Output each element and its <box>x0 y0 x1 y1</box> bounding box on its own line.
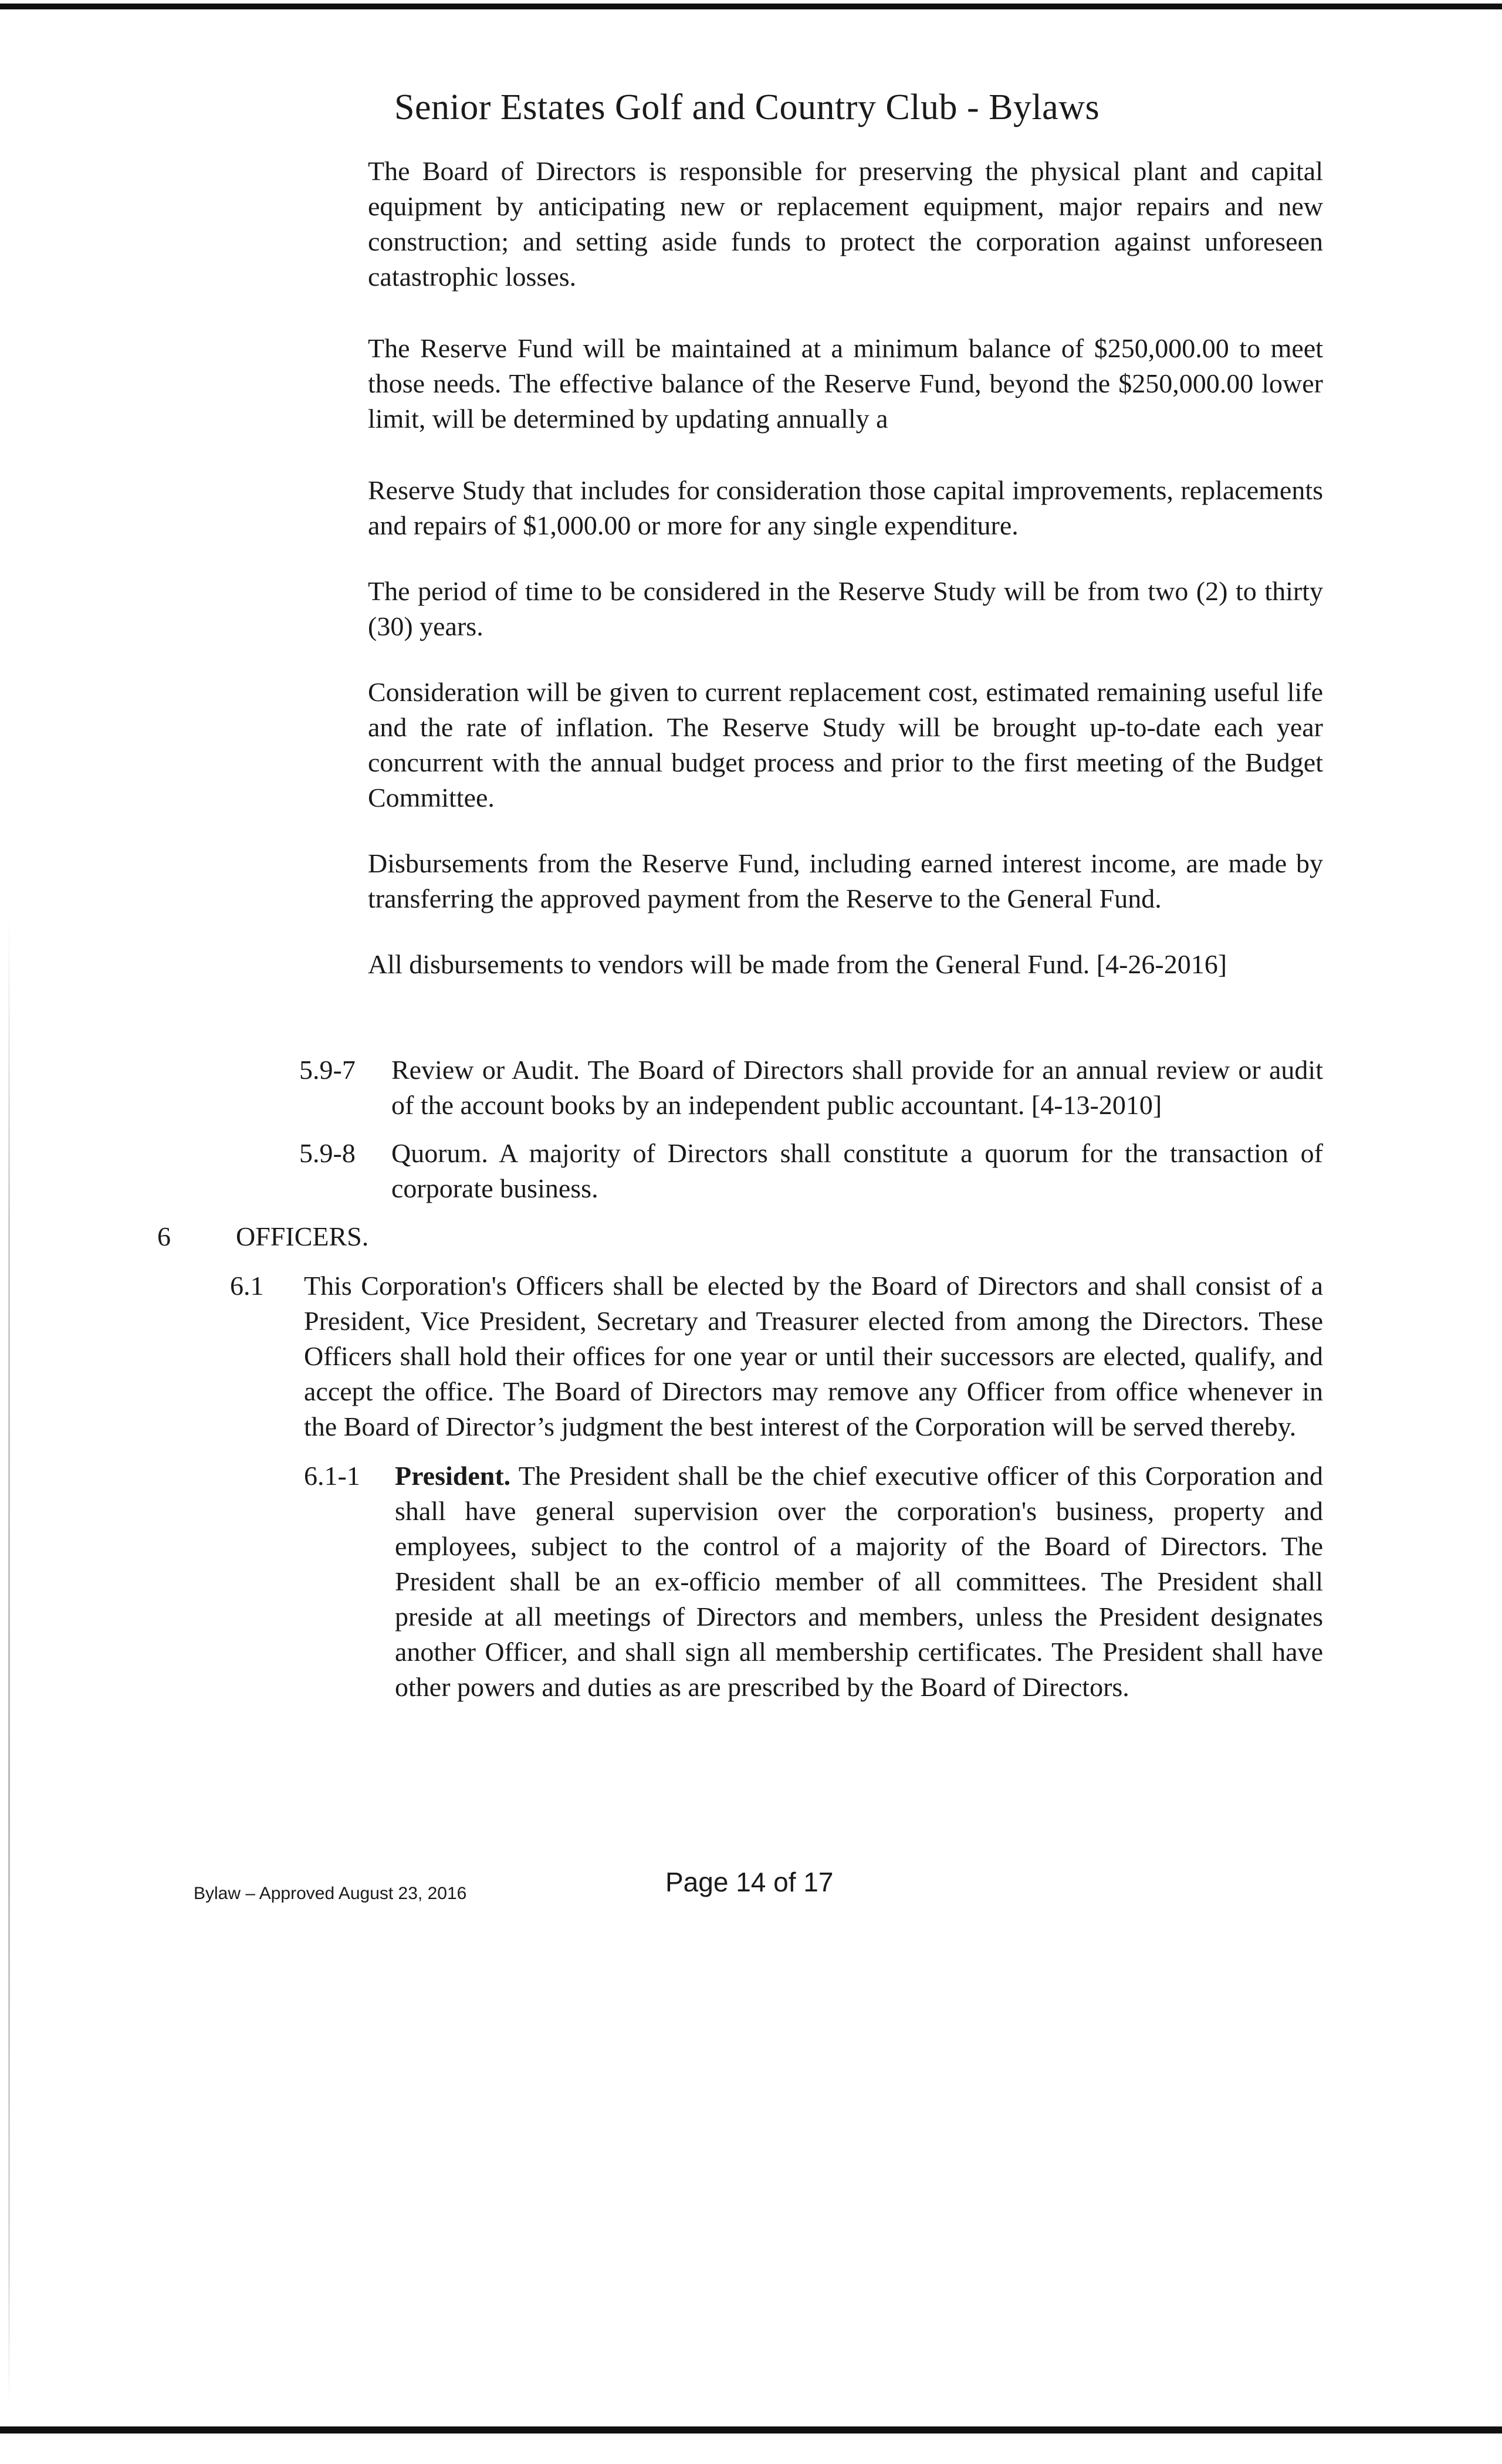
clause-5-9-7 <box>299 1052 1323 1123</box>
clause-body: The President shall be the chief executive officer of this Corporation and shall have general supervision over the corporation's business, property and employees, subject to the control of a majority of the Board of Directors. The President shall be an ex-officio member of all committees. The President shall preside at all meetings of Directors and members, unless the President designates another Officer, and shall sign all membership certificates. The President shall have other powers and duties as are prescribed by the Board of Directors. <box>395 1461 1323 1702</box>
footer-approval-note: Bylaw – Approved August 23, 2016 <box>194 1884 467 1903</box>
section-6-heading <box>157 1219 1502 1254</box>
clause-heading: President. <box>395 1461 511 1491</box>
reserve-paragraph-6: Disbursements from the Reserve Fund, including earned interest income, are made by transferring the approved payment from the Reserve to the General Fund. <box>368 848 1323 913</box>
clause-6-1-1 <box>304 1458 1323 1705</box>
document-title: Senior Estates Golf and Country Club - Bylaws <box>394 87 1100 127</box>
reserve-paragraph-7: All disbursements to vendors will be made from the General Fund. [4-26-2016] <box>368 949 1227 979</box>
clause-text: This Corporation's Officers shall be elected by the Board of Directors and shall consist of a President, Vice President, Secretary and Treasurer elected from among the Directors. These Officers shall hold their offices for one year or until their successors are elected, qualify, and accept the office. The Board of Directors may remove any Officer from office whenever in the Board of Director’s judgment the best interest of the Corporation will be served thereby. <box>304 1271 1323 1441</box>
reserve-paragraph-1: The Board of Directors is responsible for preserving the physical plant and capital equipment by anticipating new or replacement equipment, major repairs and new construction; and setting aside funds to protect the corporation against unforeseen catastrophic losses. <box>368 156 1323 292</box>
clause-text: Quorum. A majority of Directors shall constitute a quorum for the transaction of corporate business. <box>391 1138 1323 1203</box>
clause-number: 6.1-1 <box>304 1461 360 1491</box>
clause-number: 5.9-7 <box>299 1055 356 1085</box>
top-border-rule <box>0 4 1502 9</box>
reserve-paragraph-5: Consideration will be given to current replacement cost, estimated remaining useful life and the rate of inflation. The Reserve Study will be brought up-to-date each year concurrent with the annual budget process and prior to the first meeting of the Budget Committee. <box>368 677 1323 813</box>
clause-text <box>395 1458 1323 1705</box>
document-body <box>0 154 1502 1705</box>
clause-5-9-8 <box>299 1136 1323 1206</box>
clause-number: 6.1 <box>230 1271 264 1301</box>
reserve-paragraph-2: The Reserve Fund will be maintained at a minimum balance of $250,000.00 to meet those needs. The effective balance of the Reserve Fund, beyond the $250,000.00 lower limit, will be determined by updating annually a <box>368 333 1323 434</box>
clause-number: 5.9-8 <box>299 1138 356 1168</box>
clause-text: Review or Audit. The Board of Directors shall provide for an annual review or audit of the account books by an independent public accountant. [4-13-2010] <box>391 1055 1323 1120</box>
section-title: OFFICERS. <box>236 1221 369 1251</box>
reserve-paragraph-3: Reserve Study that includes for consideration those capital improvements, replacements and repairs of $1,000.00 or more for any single expenditure. <box>368 475 1323 540</box>
reserve-paragraph-4: The period of time to be considered in the Reserve Study will be from two (2) to thirty (30) years. <box>368 576 1323 641</box>
section-number: 6 <box>157 1221 171 1251</box>
clause-6-1 <box>230 1268 1323 1444</box>
footer-page-number: Page 14 of 17 <box>665 1867 834 1897</box>
bottom-border-rule <box>0 2426 1502 2433</box>
